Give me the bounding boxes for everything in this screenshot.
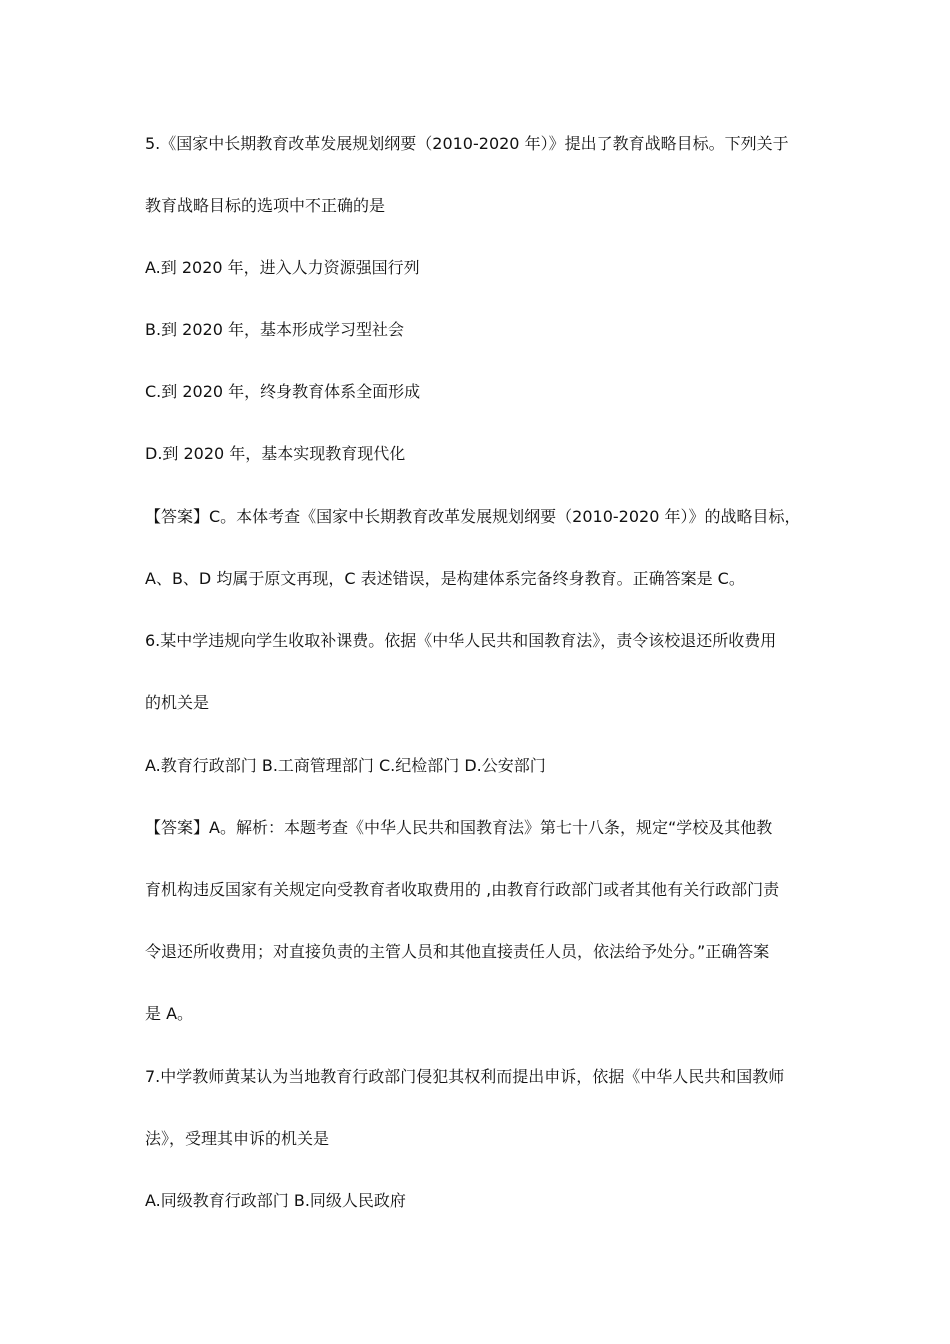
question-6-answer-line-3: 令退还所收费用；对直接负责的主管人员和其他直接责任人员，依法给予处分。”正确答案 <box>145 942 770 961</box>
question-7-options: A.同级教育行政部门 B.同级人民政府 <box>145 1191 406 1210</box>
question-5-stem-line-1: 5.《国家中长期教育改革发展规划纲要（2010-2020 年）》提出了教育战略目标。下列关于 <box>145 134 789 153</box>
question-5-option-b: B.到 2020 年，基本形成学习型社会 <box>145 320 404 339</box>
question-6-stem-line-2: 的机关是 <box>145 693 210 712</box>
question-5-option-c: C.到 2020 年，终身教育体系全面形成 <box>145 382 421 401</box>
question-5-option-d: D.到 2020 年，基本实现教育现代化 <box>145 444 406 463</box>
question-6-options: A.教育行政部门 B.工商管理部门 C.纪检部门 D.公安部门 <box>145 756 546 775</box>
question-5-option-a: A.到 2020 年，进入人力资源强国行列 <box>145 258 420 277</box>
question-6-answer-line-1: 【答案】A。解析：本题考查《中华人民共和国教育法》第七十八条，规定“学校及其他教 <box>145 818 773 837</box>
question-6-stem-line-1: 6.某中学违规向学生收取补课费。依据《中华人民共和国教育法》，责令该校退还所收费用 <box>145 631 777 650</box>
question-5-stem-line-2: 教育战略目标的选项中不正确的是 <box>145 196 386 215</box>
question-5-answer-line-1: 【答案】C。本体考查《国家中长期教育改革发展规划纲要（2010-2020 年）》的战略目标， <box>145 507 801 526</box>
question-7-stem-line-1: 7.中学教师黄某认为当地教育行政部门侵犯其权利而提出申诉，依据《中华人民共和国教师 <box>145 1067 785 1086</box>
question-7-stem-line-2: 法》，受理其申诉的机关是 <box>145 1129 330 1148</box>
question-5-answer-line-2: A、B、D 均属于原文再现，C 表述错误，是构建体系完备终身教育。正确答案是 C。 <box>145 569 745 588</box>
question-6-answer-line-2: 育机构违反国家有关规定向受教育者收取费用的 ,由教育行政部门或者其他有关行政部门责 <box>145 880 780 899</box>
question-6-answer-line-4: 是 A。 <box>145 1004 194 1023</box>
